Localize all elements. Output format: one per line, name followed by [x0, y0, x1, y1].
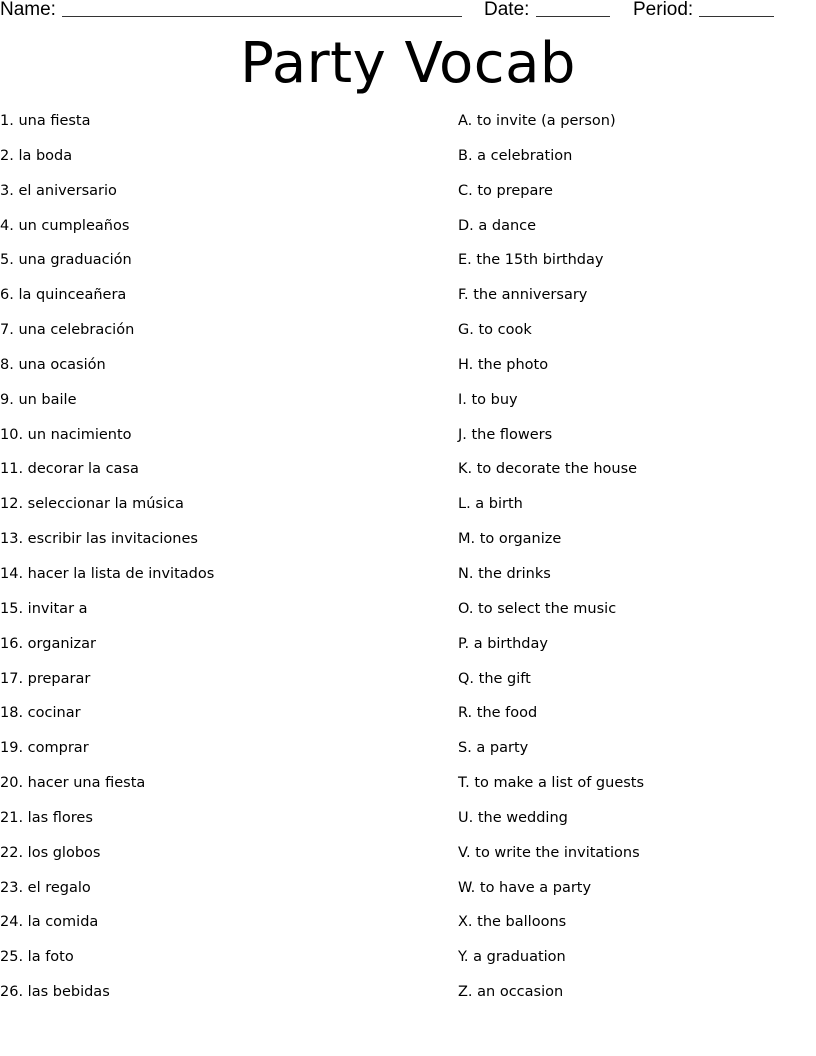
- page-title: Party Vocab: [240, 31, 576, 96]
- term-item: 11. decorar la casa: [0, 461, 139, 478]
- term-item: 5. una graduación: [0, 252, 132, 269]
- term-item: 10. un nacimiento: [0, 426, 132, 443]
- name-label: Name:: [0, 0, 56, 20]
- term-item: 4. un cumpleaños: [0, 217, 130, 234]
- terms-list: [0, 104, 214, 1010]
- term-item: 14. hacer la lista de invitados: [0, 565, 215, 582]
- definition-item: T. to make a list of guests: [458, 775, 645, 792]
- term-item: 23. el regalo: [0, 879, 91, 896]
- definition-item: F. the anniversary: [458, 287, 588, 304]
- term-item: 22. los globos: [0, 844, 101, 861]
- definition-item: H. the photo: [458, 356, 549, 373]
- term-item: 6. la quinceañera: [0, 287, 127, 304]
- definition-item: U. the wedding: [458, 809, 568, 826]
- definition-item: W. to have a party: [458, 879, 592, 896]
- definition-item: Y. a graduation: [458, 949, 566, 966]
- term-item: 2. la boda: [0, 147, 73, 164]
- term-item: 15. invitar a: [0, 600, 88, 617]
- period-label: Period:: [633, 0, 694, 20]
- date-field[interactable]: [536, 16, 610, 17]
- term-item: 3. el aniversario: [0, 182, 117, 199]
- term-item: 21. las flores: [0, 809, 93, 826]
- term-item: 16. organizar: [0, 635, 97, 652]
- period-field[interactable]: [699, 16, 774, 17]
- term-item: 18. cocinar: [0, 705, 81, 722]
- term-item: 12. seleccionar la música: [0, 496, 184, 513]
- definitions-list: [458, 104, 644, 1010]
- term-item: 24. la comida: [0, 914, 99, 931]
- definition-item: B. a celebration: [458, 147, 573, 164]
- definition-item: L. a birth: [458, 496, 523, 513]
- definition-item: P. a birthday: [458, 635, 548, 652]
- definition-item: J. the flowers: [458, 426, 553, 443]
- definition-item: D. a dance: [458, 217, 537, 234]
- date-label: Date:: [484, 0, 530, 20]
- definition-item: E. the 15th birthday: [458, 252, 604, 269]
- term-item: 25. la foto: [0, 949, 74, 966]
- term-item: 17. preparar: [0, 670, 91, 687]
- term-item: 19. comprar: [0, 740, 89, 757]
- definition-item: G. to cook: [458, 322, 532, 339]
- definition-item: R. the food: [458, 705, 538, 722]
- term-item: 7. una celebración: [0, 322, 135, 339]
- term-item: 26. las bebidas: [0, 984, 110, 1001]
- definition-item: M. to organize: [458, 531, 562, 548]
- definition-item: A. to invite (a person): [458, 113, 616, 129]
- term-item: 8. una ocasión: [0, 356, 106, 373]
- definition-item: X. the balloons: [458, 914, 567, 931]
- definition-item: N. the drinks: [458, 565, 551, 582]
- term-item: 13. escribir las invitaciones: [0, 531, 198, 548]
- definition-item: I. to buy: [458, 391, 518, 408]
- definition-item: K. to decorate the house: [458, 461, 638, 478]
- definition-item: Z. an occasion: [458, 984, 564, 1001]
- definition-item: S. a party: [458, 740, 529, 757]
- term-item: 1. una fiesta: [0, 113, 91, 129]
- definition-item: V. to write the invitations: [458, 844, 640, 861]
- definition-item: C. to prepare: [458, 182, 553, 199]
- definition-item: O. to select the music: [458, 600, 617, 617]
- definition-item: Q. the gift: [458, 670, 531, 687]
- student-info-header: [0, 0, 816, 22]
- name-field[interactable]: [62, 16, 462, 17]
- term-item: 9. un baile: [0, 391, 77, 408]
- term-item: 20. hacer una fiesta: [0, 775, 146, 792]
